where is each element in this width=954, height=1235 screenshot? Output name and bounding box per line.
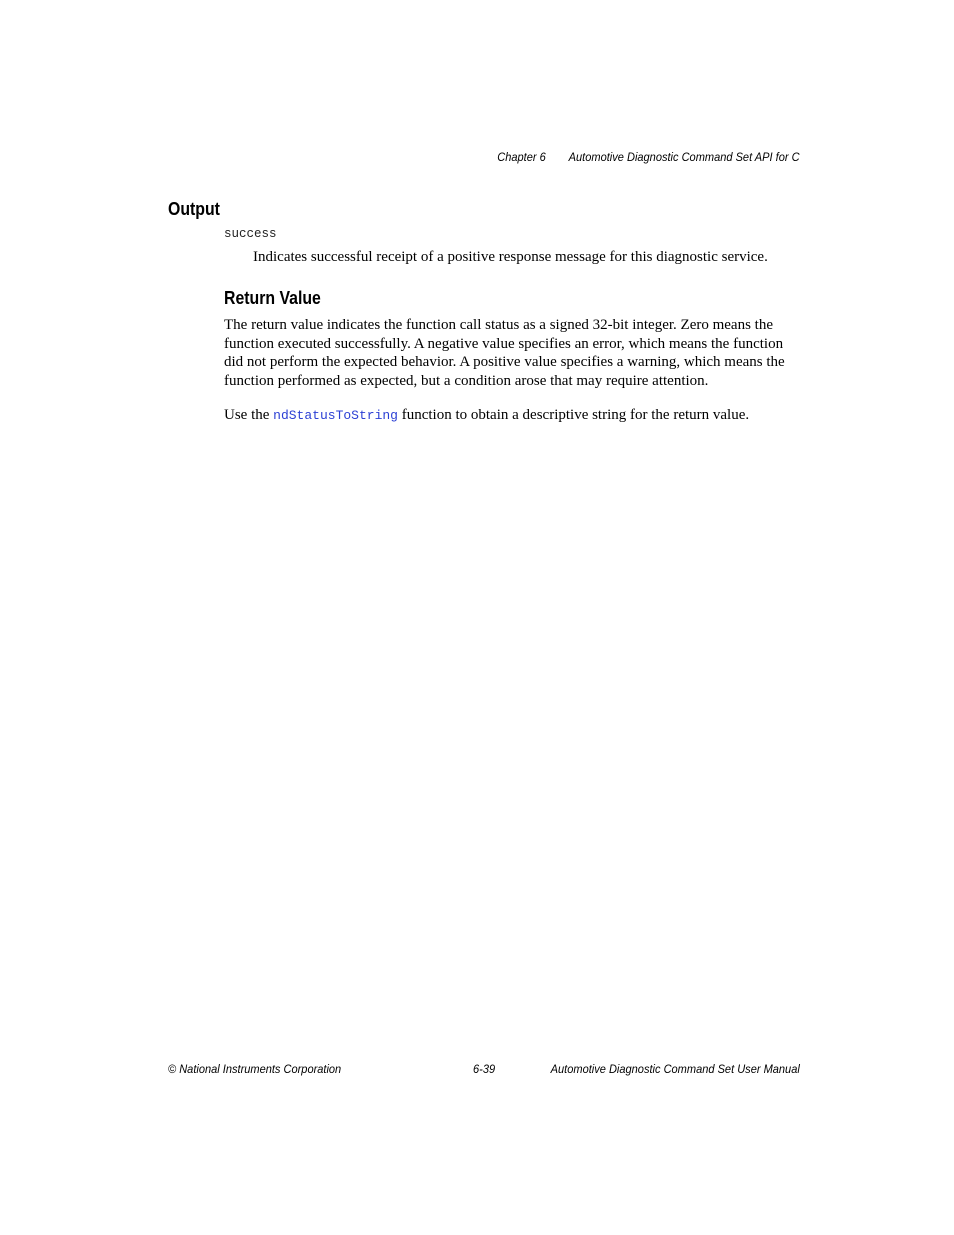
header-title: Automotive Diagnostic Command Set API for C [569, 150, 800, 164]
footer-page-number: 6-39 [473, 1062, 496, 1076]
param-name-success: success [224, 227, 277, 241]
footer-copyright: © National Instruments Corporation [168, 1062, 342, 1076]
use-suffix: function to obtain a descriptive string for the return value. [397, 407, 750, 423]
output-heading: Output [168, 199, 220, 219]
use-function-paragraph [224, 406, 804, 426]
use-prefix: Use the [224, 407, 274, 423]
return-value-heading: Return Value [224, 288, 321, 308]
ndstatustostring-link[interactable]: ndStatusToString [273, 408, 398, 423]
running-header [498, 150, 800, 164]
footer-manual-title: Automotive Diagnostic Command Set User Manual [550, 1062, 800, 1076]
running-footer [168, 1062, 800, 1078]
return-value-paragraph: The return value indicates the function call status as a signed 32-bit integer. Zero means the function executed successfully. A negative value specifies an error, which means the function did not perform the expected behavior. A positive value specifies a warning, which means the function performed as expected, but a condition arose that may require attention. [224, 317, 785, 390]
param-description: Indicates successful receipt of a positive response message for this diagnostic service. [253, 249, 768, 265]
header-chapter: Chapter 6 [497, 150, 547, 164]
